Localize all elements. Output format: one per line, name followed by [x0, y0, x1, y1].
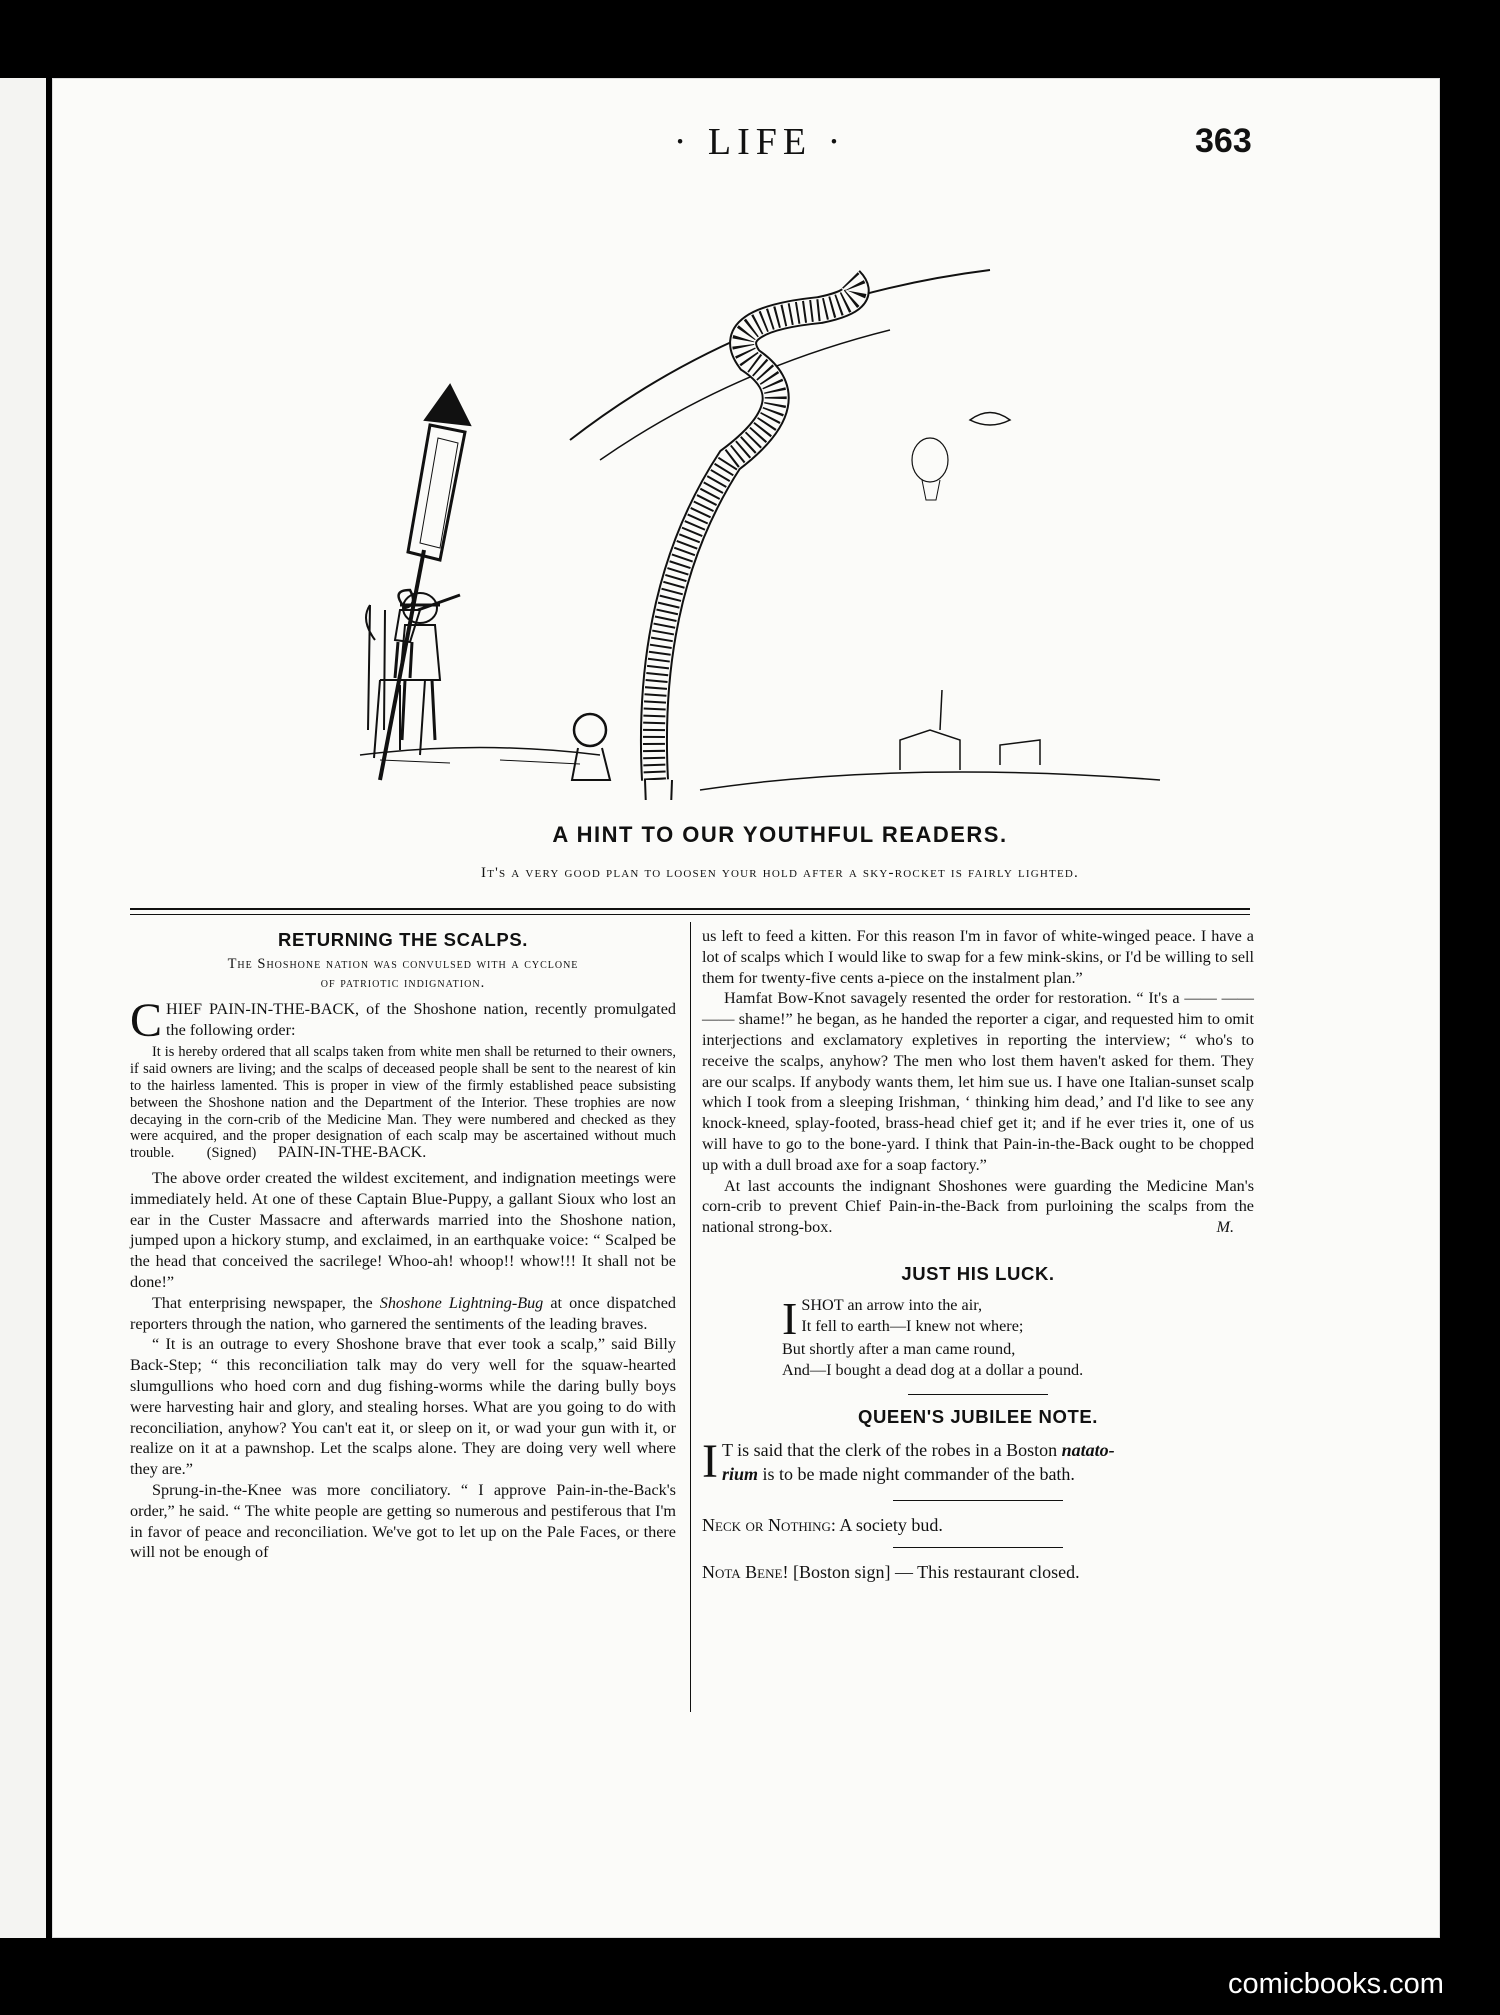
poem-line: And—I bought a dead dog at a dollar a pound.	[782, 1360, 1084, 1379]
squib-text: [Boston sign] — This restaurant closed.	[792, 1562, 1080, 1583]
paragraph-text: at once dispatched reporters through the nation, who garnered the sentiments of the leading braves.	[130, 1293, 676, 1333]
column-divider	[690, 922, 691, 1712]
divider	[893, 1547, 1063, 1548]
squib	[702, 1560, 1254, 1584]
page-number: 363	[1195, 122, 1252, 160]
section-divider	[130, 908, 1250, 910]
squib-label: Nota Bene!	[702, 1562, 789, 1583]
illustration-caption: It's a very good plan to loosen your hold after a sky-rocket is fairly lighted.	[481, 865, 1079, 881]
paragraph: us left to feed a kitten. For this reason I'm in favor of white-winged peace. I have a lot of scalps which I would like to swap for a few mink-skins, or I'd be willing to sell them for twenty-five cents a-piece on the instalment plan.”	[702, 927, 1254, 987]
paragraph: Sprung-in-the-Knee was more conciliatory. “ I approve Pain-in-the-Back's order,” he said. “ The white people are getting so numerous and pestiferous that I'm in favor of peace and reconciliation. We've got to let up on the Pale Faces, or there will not be enough of	[130, 1480, 676, 1562]
paragraph-text: is to be made night commander of the bath.	[758, 1464, 1075, 1485]
paragraph: Hamfat Bow-Knot savagely resented the order for restoration. “ It's a —— —— —— shame!” he began, as he handed the reporter a cigar, and requested him to omit interjections and exclamatory expletives in reporting the interview; “ who's to receive the scalps, anyhow? The men who lost them haven't asked for them. They are our scalps. If anybody wants them, let him sue us. I have one Italian-sunset scalp which I took from a sleeping Irishman, ‘ thinking him dead,’ and I'd like to see any knock-kneed, splay-footed, brass-head chief get it; and if he ever tries it, one of us will have to go to the bone-yard. I think that Pain-in-the-Back ought to be chopped up with a dull broad axe for a soap factory.”	[702, 989, 1254, 1174]
left-page-edge	[0, 78, 46, 1938]
divider	[908, 1394, 1048, 1395]
drop-cap: I	[702, 1435, 718, 1489]
paragraph-text: That enterprising newspaper, the	[152, 1293, 380, 1312]
author-initial: M.	[1216, 1218, 1234, 1237]
paragraph: The above order created the wildest excitement, and indignation meetings were immediately held. At one of these Captain Blue-Puppy, a gallant Sioux who lost an ear in the Custer Massacre and afterwards married into the Shoshone nation, jumped upon a hickory stump, and exclaimed, in an earthquake voice: “ Scalped be the head that conceived the sacrilege! Whoo-ah! whoop!! whow!!! It shall not be done!”	[130, 1168, 676, 1291]
paragraph	[702, 1176, 1254, 1238]
signed-label: (Signed)	[206, 1145, 257, 1162]
poem-line: SHOT an arrow into the air,	[801, 1295, 982, 1314]
drop-cap: I	[782, 1292, 798, 1344]
poem	[782, 1292, 1254, 1381]
subtitle-line: The Shoshone nation was convulsed with a cyclone	[227, 955, 579, 972]
subtitle-line: of patriotic indignation.	[320, 974, 486, 991]
paragraph-text: HIEF PAIN-IN-THE-BACK, of the Shoshone nation, recently promulgated the following order:	[166, 999, 676, 1039]
paragraph-text: At last accounts the indignant Shoshones were guarding the Medicine Man's corn-crib to prevent Chief Pain-in-the-Back from purloining the scalps from the national strong-box.	[702, 1176, 1254, 1237]
left-column	[130, 930, 676, 1563]
opening-paragraph	[130, 993, 676, 1047]
article-title: RETURNING THE SCALPS.	[277, 929, 529, 950]
paragraph	[130, 1293, 676, 1335]
signature: PAIN-IN-THE-BACK.	[277, 1144, 427, 1162]
paragraph	[702, 1435, 1254, 1489]
site-watermark: comicbooks.com	[1228, 1968, 1444, 2000]
masthead: · LIFE ·	[673, 121, 847, 163]
section-divider	[130, 914, 1250, 915]
italic-word: natato-	[1061, 1440, 1115, 1461]
article-title: QUEEN'S JUBILEE NOTE.	[857, 1406, 1099, 1428]
article-title: JUST HIS LUCK.	[901, 1262, 1055, 1284]
article-subtitle	[130, 955, 676, 993]
sky-rocket-illustration	[300, 260, 1260, 800]
drop-cap: C	[130, 993, 163, 1047]
squib-text: A society bud.	[839, 1515, 943, 1536]
divider	[893, 1500, 1063, 1501]
squib	[702, 1513, 1254, 1537]
illustration-title: A HINT TO OUR YOUTHFUL READERS.	[552, 822, 1008, 847]
squib-label: Neck or Nothing:	[702, 1515, 836, 1536]
italic-word: rium	[721, 1464, 759, 1485]
paragraph-text: It is hereby ordered that all scalps taken from white men shall be returned to their owners, if said owners are living; and the scalps of deceased people shall be sent to the nearest of kin to the hairless lamented. This is proper in view of the firmly established peace subsisting between the Shoshone nation and the Department of the Interior. These trophies are now decaying in the corn-crib of the Medicine Man. They were numbered and checked as they were acquired, and the proper designation of each scalp may be ascertained without much trouble.	[130, 1044, 676, 1162]
poem-line: It fell to earth—I knew not where;	[801, 1316, 1024, 1335]
paragraph-text: T is said that the clerk of the robes in a Boston	[721, 1440, 1062, 1461]
right-column	[702, 926, 1254, 1584]
decree-text	[130, 1044, 676, 1162]
paragraph: “ It is an outrage to every Shoshone brave that ever took a scalp,” said Billy Back-Step; “ this reconciliation talk may do very well for the squaw-hearted slumgullions who hoed corn and dug fishing-worms while the daring bully boys were harvesting hair and glory, and stealing horses. What are you going to do with reconciliation, anyhow? You can't eat it, or sleep on it, or wad your gun with it, or realize on it at a pawnshop. Let the scalps alone. They are doing very well where they are.”	[130, 1335, 676, 1479]
poem-line: But shortly after a man came round,	[782, 1339, 1016, 1358]
newspaper-name: Shoshone Lightning-Bug	[379, 1293, 544, 1312]
